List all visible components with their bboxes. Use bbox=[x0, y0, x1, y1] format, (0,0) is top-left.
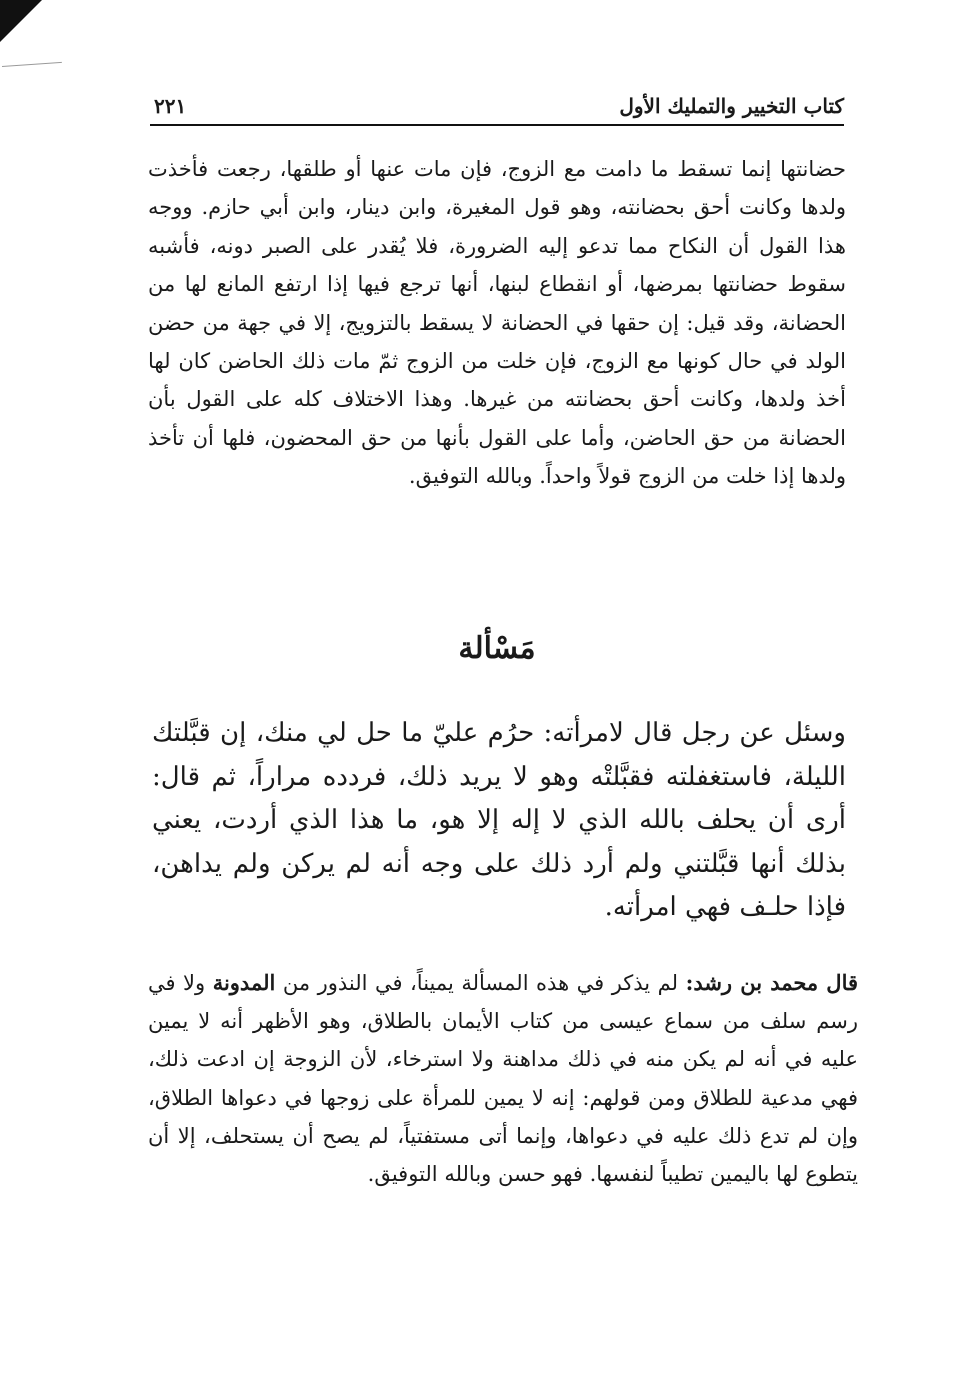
source-reference: المدونة bbox=[212, 970, 276, 995]
ruling-block bbox=[148, 964, 858, 1193]
scan-corner-mark bbox=[0, 0, 42, 42]
page-number: ٢٢١ bbox=[154, 94, 187, 118]
ruling-text-part1: لم يذكر في هذه المسألة يميناً، في النذور من bbox=[275, 971, 686, 995]
running-title: كتاب التخيير والتمليك الأول bbox=[619, 94, 844, 118]
ruling-speaker: قال محمد بن رشد: bbox=[685, 970, 859, 995]
question-block bbox=[152, 712, 846, 930]
ruling-paragraph bbox=[148, 964, 858, 1193]
question-paragraph: وسئل عن رجل قال لامرأته: حرُم عليّ ما حل لي منك، إن قبَّلتك الليلة، فاستغفلته فقبَّلتْه وهو لا يريد ذلك، فردده مراراً، ثم قال: أرى أن يحلف بالله الذي لا إله إلا هو، ما هذا الذي أردت، يعني بذلك أنها قبَّلتني ولم أرد ذلك على وجه أنه لم يركن ولم يداهن، فإذا حلـف فهي امرأته. bbox=[152, 718, 846, 923]
page-header bbox=[150, 92, 844, 126]
commentary-paragraph: حضانتها إنما تسقط ما دامت مع الزوج، فإن مات عنها أو طلقها، رجعت فأخذت ولدها وكانت أحق بحضانته، وهو قول المغيرة، وابن دينار، وابن أبي حازم. ووجه هذا القول أن النكاح مما تدعو إليه الضرورة، فلا يُقدر على الصبر دونه، فأشبه سقوط حضانتها بمرضها، أو انقطاع لبنها، أنها ترجع فيها إذا ارتفع المانع لها من الحضانة، وقد قيل: إن حقها في الحضانة لا يسقط بالتزويج، إلا في جهة من حضن الولد في حال كونها مع الزوج، فإن خلت من الزوج ثمّ مات ذلك الحاضن كان لها أخذ ولدها، وكانت أحق بحضانته من غيرها. وهذا الاختلاف كله على القول بأن الحضانة من حق الحاضن، وأما على القول بأنها من حق المحضون، فلها أن تأخذ ولدها إذا خلت من الزوج قولاً واحداً. وبالله التوفيق. bbox=[148, 157, 846, 489]
ruling-text-part2: ولا في رسم سلف من سماع عيسى من كتاب الأيمان بالطلاق، وهو الأظهر أنه لا يمين عليه في أنه لم يكن منه في ذلك مداهنة ولا استرخاء، لأن الزوجة إن ادعت ذلك، فهي مدعية للطلاق ومن قولهم: إنه لا يمين للمرأة على زوجها في دعواها الطلاق، وإن لم تدع ذلك عليه في دعواها، وإنما أتى مستفتياً، لم يصح أن يستحلف، إلا أن يتطوع لها باليمين تطيباً لنفسها. فهو حسن وبالله التوفيق. bbox=[148, 971, 858, 1187]
commentary-block bbox=[148, 150, 846, 496]
section-heading: مَسْألة bbox=[458, 631, 536, 666]
scan-artifact-line bbox=[2, 62, 62, 67]
